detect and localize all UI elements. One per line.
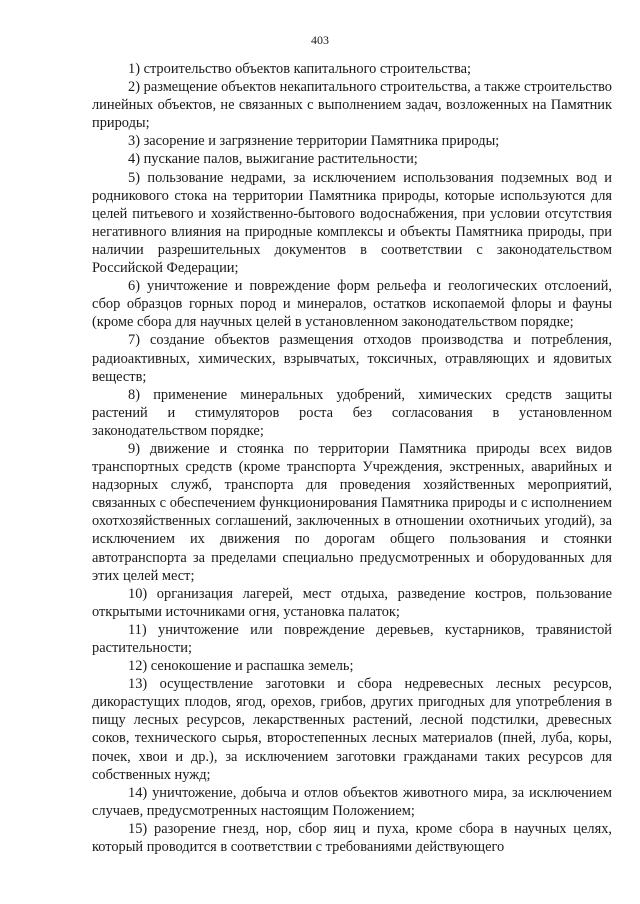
paragraph-item-10: 10) организация лагерей, мест отдыха, разведение костров, пользование открытыми источниками огня, установка палаток; (92, 585, 612, 620)
page-number: 403 (311, 33, 329, 47)
paragraph-item-7: 7) создание объектов размещения отходов производства и потребления, радиоактивных, химических, взрывчатых, токсичных, отравляющих и ядовитых веществ; (92, 332, 612, 385)
paragraph-item-15: 15) разорение гнезд, нор, сбор яиц и пуха, кроме сбора в научных целях, который проводится в соответствии с требованиями действующего (92, 820, 612, 856)
paragraph-item-11: 11) уничтожение или повреждение деревьев, кустарников, травянистой растительности; (92, 621, 612, 656)
paragraph-item-4: 4) пускание палов, выжигание растительности; (128, 151, 418, 168)
paragraph-item-14: 14) уничтожение, добыча и отлов объектов животного мира, за исключением случаев, предусмотренных настоящим Положением; (92, 784, 612, 819)
paragraph-item-3: 3) засорение и загрязнение территории Памятника природы; (128, 133, 500, 150)
document-body (92, 60, 612, 856)
paragraph-item-6: 6) уничтожение и повреждение форм рельефа и геологических отслоений, сбор образцов горных пород и минералов, остатков ископаемой флоры и фауны (кроме сбора для научных целей в установленном законодательством порядке; (92, 278, 612, 331)
paragraph-item-8: 8) применение минеральных удобрений, химических средств защиты растений и стимуляторов роста без согласования в установленном законодательством порядке; (92, 386, 612, 439)
paragraph-item-13: 13) осуществление заготовки и сбора недревесных лесных ресурсов, дикорастущих плодов, ягод, орехов, грибов, других пригодных для употребления в пищу лесных ресурсов, лекарственных растений, лесной подстилки, древесных соков, технического сырья, второстепенных лесных материалов (пней, луба, коры, почек, хвои и др.), за исключением заготовки гражданами таких ресурсов для собственных нужд; (92, 676, 612, 783)
paragraph-item-1: 1) строительство объектов капитального строительства; (128, 61, 471, 77)
paragraph-item-5: 5) пользование недрами, за исключением использования подземных вод и родникового стока на территории Памятника природы, которые используются для целей питьевого и хозяйственно-бытового водоснабжения, при условии отсутствия негативного влияния на природные комплексы и объекты Памятника природы, при наличии разрешительных документов в соответствии с законодательством Российской Федерации; (92, 169, 612, 277)
paragraph-item-12: 12) сенокошение и распашка земель; (128, 658, 354, 675)
paragraph-item-2: 2) размещение объектов некапитального строительства, а также строительство линейных объектов, не связанных с выполнением задач, возложенных на Памятник природы; (92, 79, 612, 132)
paragraph-item-9: 9) движение и стоянка по территории Памятника природы всех видов транспортных средств (кроме транспорта Учреждения, экстренных, аварийных и надзорных служб, транспорта для проведения хозяйственных мероприятий, связанных с обеспечением функционирования Памятника природы и с исполнением охотхозяйственных соглашений, заключенных в отношении охотничьих угодий), за исключением их движения по дорогам общего пользования и стоянки автотранспорта за пределами специально предусмотренных и оборудованных для этих целей мест; (92, 440, 612, 584)
